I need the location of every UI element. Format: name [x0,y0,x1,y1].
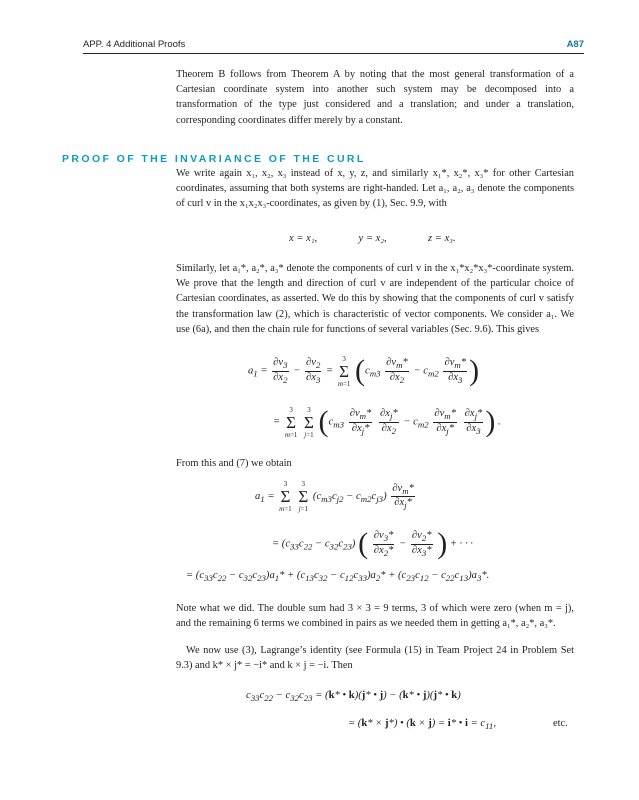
equation-lagrange-1: $c_{33}c_{22} - c_{32}c_{23} = (k*$ • k)(j* • j) − (k* • j)(j* • k) [246,690,461,704]
equation-full-expansion: = $(c_{33}c_{22} - c_{32}c_{23})a_1* + (c_{13}c_{32} - c_{12}c_{33})a_2* + (c_{23}c_{12} - c_{22}c_{13})a_3*$. [186,570,490,584]
paragraph-3: From this and (7) we obtain [176,458,292,469]
running-head: APP. 4 Additional Proofs [83,39,186,50]
coord-z: z = x₃. [428,233,456,244]
header-rule [83,53,584,54]
equation-a1-obtain: $a_1$ = 3 Σ m=1 3 Σ j=1 $(c_{m3}c_{j2} - c_{m2}c_{j3})$ $\frac{\partial v_m*}{\partial x_j*}$ [255,480,414,513]
equation-a1-chain-rule: $a_1$ = $\frac{\partial v_3}{\partial x_2}$ − $\frac{\partial v_2}{\partial x_3}$ = 3 Σ m=1 ($c_{m3}$ $\frac{\partial v_m*}{\partial x_2}$ − $c_{m2}$ $\frac{\partial v_m*}{\partial x_3}$ ) [248,354,480,388]
intro-paragraph: Theorem B follows from Theorem A by noting that the most general transformation of a Cartesian coordinate system into another such system may be decomposed into a transformation of the type just considered and a translation; and under a translation, corresponding coordinates differ merely by a constant. [176,69,574,126]
equation-a1-double-sum: = 3 Σ m=1 3 Σ j=1 ($c_{m3}$ $\frac{\partial v_m*}{\partial x_j*}$ $\frac{\partial x_j*}{\partial x_2}$ − $c_{m2}$ $\frac{\partial v_m*}{\partial x_j*}$ $\frac{\partial x_j*}{\partial x_3}$ ) . [273,405,501,439]
section-title: PROOF OF THE INVARIANCE OF THE CURL [62,153,366,165]
coord-y: y = x₂, [358,233,387,244]
equation-first-term: = $(c_{33}c_{22} - c_{32}c_{23})$ ( $\frac{\partial v_3*}{\partial x_2*}$ − $\frac{\partial v_2*}{\partial x_3*}$ ) + · · · [272,527,473,560]
etc-text: etc. [553,718,568,729]
equation-lagrange-2: = (k* × j*) • (k × j) = i* • $i = c_{11}$, [348,718,496,732]
coord-x: x = x₁, [289,233,318,244]
paragraph-2: Similarly, let a₁*, a₂*, a₃* denote the components of curl v in the x₁*x₂*x₃*-coordinate system. We prove that the length and direction of curl v are independent of the particular choice of Cartesian coordinates, as asserted. We do this by showing that the components of curl v satisfy the transformation law (2), which is characteristic of vector components. We consider a₁. We use (6a), and then the chain rule for functions of several variables (Sec. 9.6). This gives [176,263,574,335]
page-header [83,39,584,57]
paragraph-4: Note what we did. The double sum had 3 × 3 = 9 terms, 3 of which were zero (when m = j), and the remaining 6 terms we combined in pairs as we needed them in getting a₁*, a₂*, a₃*. [176,603,574,630]
paragraph-5: We now use (3), Lagrange’s identity (see Formula (15) in Team Project 24 in Problem Set 9.3) and k* × j* = −i* and k × j = −i. Then [176,645,574,672]
page-number: A87 [566,39,584,50]
paragraph-1: We write again x₁, x₂, x₃ instead of x, y, z, and similarly x₁*, x₂*, x₃* for other Cartesian coordinates, assuming that both systems are right-handed. Let a₁, a₂, a₃ denote the components of curl v in the x₁x₂x₃-coordinates, as given by (1), Sec. 9.9, with [176,168,574,210]
equation-coordinates [289,233,456,244]
